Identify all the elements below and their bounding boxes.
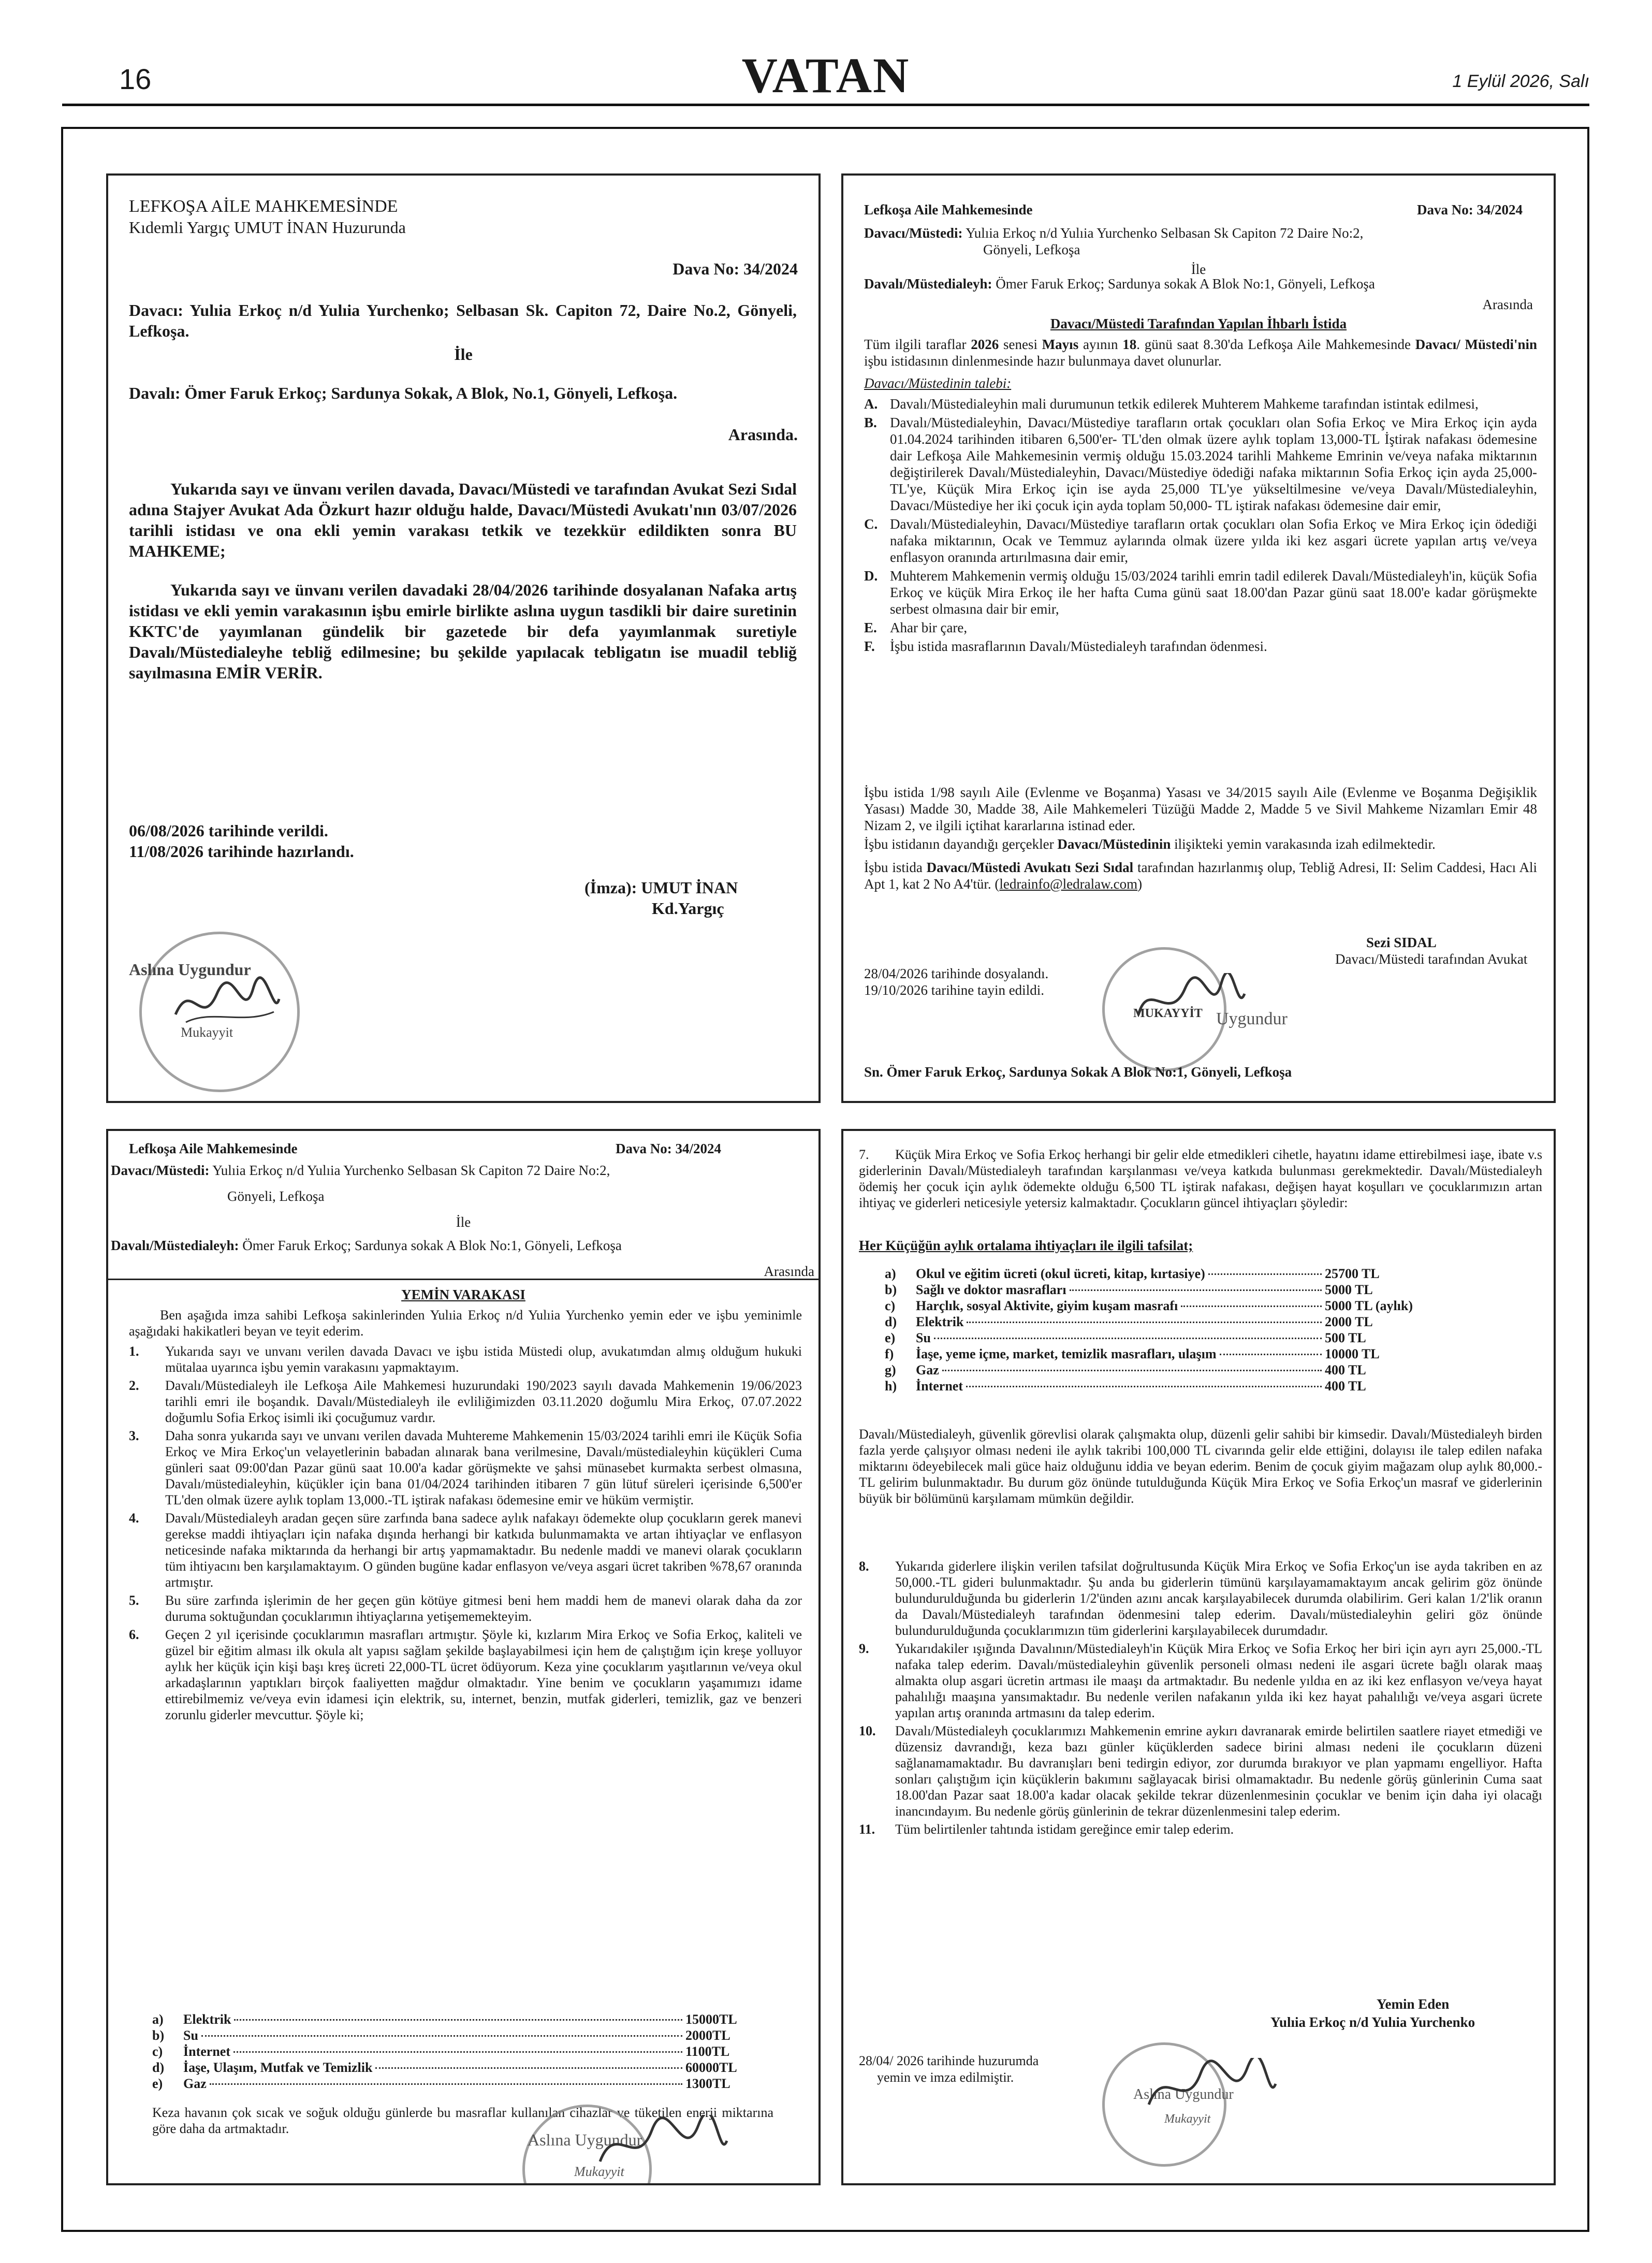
list-item-marker: 10.	[859, 1723, 876, 1738]
ile-label: İle	[456, 1214, 471, 1230]
leader-dots	[1181, 1305, 1322, 1307]
list-item-text: Tüm belirtilenler tahtında istidam gereğince emir talep ederim.	[895, 1822, 1234, 1837]
email-link[interactable]: ledrainfo@ledralaw.com	[999, 876, 1138, 892]
needs-title: Her Küçüğün aylık ortalama ihtiyaçları ile ilgili tafsilat;	[859, 1238, 1193, 1253]
expense-value: 60000TL	[685, 2060, 737, 2075]
stamp-label: Uygundur	[1216, 1009, 1288, 1028]
expense-name: Gaz	[916, 1362, 939, 1377]
list-item-marker: 5.	[129, 1593, 139, 1608]
expense-row	[885, 1346, 1418, 1362]
expense-marker: d)	[885, 1314, 897, 1329]
plaintiff-city: Gönyeli, Lefkoşa	[983, 242, 1080, 257]
sworn-date: 28/04/ 2026 tarihinde huzurumda	[859, 2053, 1039, 2068]
leader-dots	[1220, 1354, 1322, 1355]
list-item-text: Daha sonra yukarıda sayı ve unvanı verilen davada Muhtereme Mahkemenin 15/03/2024 tarihli emri ile Küçük Sofia Erkoç ve Mira Erkoç'un velayetlerinin babadan alınarak bana verilmesine, Davalı/müstedialeyhin küçükleri Cuma günleri saat 09:00'dan Pazar günü saat 10.00'a kadar görüşmekte ve şahsi münasebet kurmakta serbest olmasına, Davalı/müstedialeyhin, küçükler için bana 01/04/2024 tarihinden itibaren 7 gün lütuf süreleri içerisinde 6,500'er TL'den olmak üzere aylık toplam 13,000.-TL iştirak nafakası ödemesine emir ve hüküm vermiştir.	[165, 1428, 802, 1507]
list-item	[129, 1428, 802, 1508]
court-name: Lefkoşa Aile Mahkemesinde	[129, 1141, 298, 1156]
expense-marker: e)	[152, 2076, 163, 2091]
request-list	[864, 396, 1537, 657]
list-item-text: Davalı/Müstedialeyhin mali durumunun tetkik edilerek Muhterem Mahkeme tarafından istintak edilmesi,	[890, 396, 1479, 412]
expense-marker: f)	[885, 1346, 894, 1361]
stamp-label: Aslına Uygundur	[1133, 2086, 1234, 2102]
leader-dots	[233, 2051, 682, 2053]
expense-name: İaşe, Ulaşım, Mutfak ve Temizlik	[183, 2060, 373, 2075]
list-item-marker: A.	[864, 396, 878, 412]
list-item-text: Yukarıda giderlere ilişkin verilen tafsilat doğrultusunda Küçük Mira Erkoç ve Sofia Erkoç'un ise ayda takriben en az 50,000.-TL gideri bulunmaktadır. Şu anda bu giderlerin tümünü karşılayamamaktayım ancak gelirim göz önünde bulundurulduğunda bu giderlerin 1/2'ünden azını ancak karşılayabilecek durumda olabilirim. Geri kalan 1/2'lik oranın da Davalı/Müstedialeyh tarafından ödenmesini talep ederim. Davalı/müstedialeyhin geliri göz önünde bulundurulduğunda çocuklarımızın tüm giderlerini karşılayabilecek durumdadır.	[895, 1559, 1542, 1638]
stamp-label: Aslına Uygundur	[129, 960, 251, 979]
list-item-text: Bu süre zarfında işlerimin de her geçen gün kötüye gitmesi beni hem maddi hem de manevi olarak daha da zor duruma soktuğundan çocuklarımın ihtiyaçlarına yetişememekteyim.	[165, 1593, 802, 1624]
expense-row	[885, 1362, 1418, 1378]
expense-marker: a)	[885, 1266, 896, 1281]
expense-row	[152, 2027, 742, 2043]
expense-marker: c)	[152, 2044, 163, 2059]
judge-name: Kıdemli Yargıç UMUT İNAN Huzurunda	[129, 218, 406, 237]
leader-dots	[967, 1322, 1322, 1323]
list-item-marker: F.	[864, 639, 875, 654]
date-prepared: 11/08/2026 tarihinde hazırlandı.	[129, 842, 354, 861]
case-number: Dava No: 34/2024	[1417, 202, 1523, 217]
stamp-sub-label: MUKAYYİT	[1133, 1007, 1203, 1020]
leader-dots	[1070, 1289, 1322, 1291]
affidavit-list	[129, 1343, 802, 1725]
affidavit-intro: Ben aşağıda imza sahibi Lefkoşa sakinlerinden Yulıia Erkoç n/d Yulıia Yurchenko yemin eder ve işbu yeminimle aşağıdaki hakikatleri beyan ve teyit ederim.	[129, 1308, 802, 1339]
ile-label: İle	[454, 345, 473, 364]
expense-row	[885, 1282, 1418, 1298]
list-item-marker: D.	[864, 568, 878, 584]
expense-marker: b)	[885, 1282, 897, 1297]
stamp-sub-label: Mukayyit	[574, 2164, 624, 2179]
list-item	[129, 1627, 802, 1723]
set-date: 19/10/2026 tarihine tayin edildi.	[864, 982, 1044, 998]
order-paragraph-2: Yukarıda sayı ve ünvanı verilen davadaki 28/04/2026 tarihinde dosyalanan Nafaka artış istidası ve ekli yemin varakasının işbu emirle birlikte aslına uygun tasdikli bir daire suretinin KKTC'de yayımlanan gündelik bir gazetede bir defa yayımlanmak suretiyle Davalı/Müstedialeyhe tebliğ edilmesine; bu şekilde yapılacak tebligatın ise muadil tebliğ sayılmasına EMİR VERİR.	[129, 581, 797, 682]
list-item	[864, 414, 1537, 514]
case-number: Dava No: 34/2024	[616, 1141, 721, 1156]
list-item	[864, 396, 1537, 412]
expense-value: 2000TL	[685, 2028, 730, 2043]
list-item-text: Ahar bir çare,	[890, 620, 968, 635]
expense-row	[885, 1266, 1418, 1282]
list-item-marker: 8.	[859, 1559, 869, 1574]
expense-value: 400 TL	[1325, 1379, 1366, 1394]
arasinda-label: Arasında	[764, 1264, 814, 1279]
expense-marker: d)	[152, 2060, 165, 2075]
petition-document	[841, 173, 1556, 1103]
date-given: 06/08/2026 tarihinde verildi.	[129, 821, 328, 840]
leader-dots	[966, 1386, 1322, 1387]
issue-date: 1 Eylül 2026, Salı	[1452, 71, 1589, 91]
list-item	[129, 1343, 802, 1375]
divider	[108, 1279, 821, 1280]
list-item-text: Davalı/Müstedialeyh aradan geçen süre zarfında bana sadece aylık nafakayı ödemekte olup çocukların gerek manevi gerekse maddi ihtiyaçları için nafaka dışında herhangi bir katkıda bulunmamakta ve artan ihtiyaçlar ve enflasyon neticesinde nafaka miktarında da herhangi bir artış yapmamaktadır. Bu nedenle maddi ve manevi olarak çocukların tüm ihtiyacını ben karşılamaktayım. O günden bugüne kadar enflasyon ve/veya asgari ücret takriben %78,67 oranında artmıştır.	[165, 1511, 802, 1590]
list-item-text: Davalı/Müstedialeyh ile Lefkoşa Aile Mahkemesi huzurundaki 190/2023 sayılı davada Mahkemenin 19/06/2023 tarihli emri ile boşandık. Davalı/Müstedialeyh ile evliliğimizden 03.11.2020 doğumlu Mira Erkoç, 07.07.2022 doğumlu Sofia Erkoç isimli iki çocuğumuz vardır.	[165, 1378, 802, 1425]
signature-title: Kd.Yargıç	[652, 899, 724, 918]
affidavit-item-7: 7. Küçük Mira Erkoç ve Sofia Erkoç herhangi bir gelir elde etmedikleri cihetle, hayatını idame ettirebilmesi iaşe, ibate v.s giderlerinin Davalı/Müstedialeyh tarafından karşılanması ve/veya katkıda bulunması gerekmektedir. Davalı/Müstedialeyh ödemiş her çocuk için aylık ödemekte olduğu 6,500 TL iştirak nafakası, değişen hayat koşulları ve çocuklarımızın artan ihtiyaç ve giderleri neticesiyle yetersiz kalmaktadır. Çocukların güncel ihtiyaçları şöyledir:	[859, 1147, 1542, 1210]
affidavit-continued-document	[841, 1129, 1556, 2185]
list-item-marker: E.	[864, 620, 877, 635]
list-item	[864, 638, 1537, 655]
list-item-marker: 9.	[859, 1641, 869, 1656]
sworn-note: yemin ve imza edilmiştir.	[877, 2070, 1014, 2085]
list-item-marker: 4.	[129, 1511, 139, 1526]
affidavit-document	[106, 1129, 821, 2185]
list-item	[859, 1558, 1542, 1638]
expense-name: Elektrik	[183, 2012, 231, 2027]
income-paragraph: Davalı/Müstedialeyh, güvenlik görevlisi olarak çalışmakta olup, düzenli gelir sahibi bir kimsedir. Davalı/Müstedialeyh birden fazla yerde çalışıyor olması nedeni ile aylık takribi 100,000 TL civarında gelir elde ettiğini, dolayısı ile talep edilen nafaka miktarını ödeyebilecek mali güce haiz olduğunu iddia ve beyan ederim. Benim de çocuk giyim mağazam olup aylık 80,000.-TL gelirim bulunmaktadır. Bu durum göz önünde tutulduğunda Küçük Mira Erkoç ve Sofia Erkoç'un masraf ve giderlerinin büyük bir bölümünü karşılamam mümkün değildir.	[859, 1427, 1542, 1506]
leader-dots	[942, 1370, 1322, 1371]
case-number: Dava No: 34/2024	[673, 259, 798, 278]
expense-row	[152, 2076, 742, 2092]
expense-value: 5000 TL (aylık)	[1325, 1298, 1413, 1313]
expense-value: 2000 TL	[1325, 1314, 1373, 1329]
signature-line: (İmza): UMUT İNAN	[584, 878, 738, 897]
expense-value: 25700 TL	[1325, 1266, 1380, 1281]
arasinda-label: Arasında.	[728, 425, 798, 444]
defendant: Ömer Faruk Erkoç; Sardunya sokak A Blok No:1, Gönyeli, Lefkoşa	[996, 276, 1375, 292]
order-paragraph-1: Yukarıda sayı ve ünvanı verilen davada, Davacı/Müstedi ve tarafından Avukat Sezi Sıdal adına Stajyer Avukat Ada Özkurt hazır olduğu halde, Davacı/Müstedi Avukatı'nın 03/07/2026 tarihli istidası ve ona ekli yemin varakası tetkik ve tezekkür edildikten sonra BU MAHKEME;	[129, 480, 797, 560]
list-item-text: İşbu istida masraflarının Davalı/Müstedialeyh tarafından ödenmesi.	[890, 639, 1267, 654]
expense-row	[885, 1330, 1418, 1346]
lawyer-role: Davacı/Müstedi tarafından Avukat	[1335, 951, 1528, 967]
header-rule	[62, 104, 1589, 106]
expense-list	[152, 2011, 742, 2092]
list-item	[129, 1592, 802, 1624]
expense-marker: e)	[885, 1330, 896, 1345]
leader-dots	[375, 2067, 682, 2069]
leader-dots	[934, 1338, 1322, 1339]
court-name: Lefkoşa Aile Mahkemesinde	[864, 202, 1033, 217]
list-item-text: Yukarıda sayı ve unvanı verilen davada Davacı ve işbu istida Müstedi olup, avukatımdan almış olduğum hukuki mütalaa uyarınca işbu yemin varakasını yapmaktayım.	[165, 1344, 802, 1375]
list-item-marker: 2.	[129, 1378, 139, 1393]
expense-value: 400 TL	[1325, 1362, 1366, 1377]
list-item-marker: 3.	[129, 1428, 139, 1443]
signature-icon	[170, 973, 284, 1035]
expense-name: İaşe, yeme içme, market, temizlik masrafları, ulaşım	[916, 1346, 1217, 1361]
list-item	[129, 1510, 802, 1590]
hearing-invitation: Tüm ilgili taraflar 2026 senesi Mayıs ayının 18. günü saat 8.30'da Lefkoşa Aile Mahkemesinde Davacı/ Müstedi'nin işbu istidasının dinlenmesinde hazır bulunmaya davet olunurlar.	[864, 337, 1537, 369]
expense-name: İnternet	[916, 1379, 963, 1394]
list-item-marker: B.	[864, 415, 877, 430]
deponent-name: Yulıia Erkoç n/d Yulıia Yurchenko	[1270, 2014, 1475, 2030]
expense-row	[152, 2059, 742, 2076]
plaintiff-label: Davacı/Müstedi:	[864, 225, 963, 241]
expense-row	[152, 2043, 742, 2059]
expense-marker: g)	[885, 1362, 896, 1377]
newspaper-header	[62, 48, 1589, 109]
list-item-marker: 6.	[129, 1627, 139, 1642]
ile-label: İle	[1191, 262, 1206, 277]
signature-icon	[595, 2115, 729, 2177]
lawyer-name: Sezi SIDAL	[1366, 935, 1437, 950]
affidavit-note: Keza havanın çok sıcak ve soğuk olduğu günlerde bu masraflar kullanılan cihazlar ve tüketilen enerji miktarına göre daha da artmaktadır.	[152, 2105, 773, 2136]
list-item	[859, 1821, 1542, 1837]
stamp-sub-label: Mukayyit	[181, 1025, 233, 1040]
expense-row	[885, 1314, 1418, 1330]
expense-value: 15000TL	[685, 2012, 737, 2027]
expense-name: Sağlı ve doktor masrafları	[916, 1282, 1066, 1297]
list-item-text: Muhterem Mahkemenin vermiş olduğu 15/03/2024 tarihli emrin tadil edilerek Davalı/Müstedialeyh'in, küçük Sofia Erkoç ve küçük Mira Erkoç ile her hafta Cuma günü saat 18.00'dan Pazar günü saat 18.00'e kadar görüşmekte serbest olmasına dair bir emir,	[890, 568, 1537, 617]
expense-value: 500 TL	[1325, 1330, 1366, 1345]
defendant-label: Davalı/Müstedialeyh:	[864, 276, 992, 292]
list-item	[864, 619, 1537, 636]
expense-name: Okul ve eğitim ücreti (okul ücreti, kitap, kırtasiye)	[916, 1266, 1205, 1281]
legal-basis: İşbu istida 1/98 sayılı Aile (Evlenme ve Boşanma) Yasası ve 34/2015 sayılı Aile (Evlenme ve Boşanma Değişiklik Yasası) Madde 30, Madde 38, Aile Mahkemeleri Tüzüğü Madde 2, Madde 5 ve Sivil Mahkeme Nizamları Emir 48 Nizam 2, ve ilgili içtihat kararlarına istinad eder.	[864, 785, 1537, 833]
expense-row	[885, 1298, 1418, 1314]
filed-date: 28/04/2026 tarihinde dosyalandı.	[864, 966, 1049, 981]
expense-value: 1300TL	[685, 2076, 730, 2091]
affidavit-list-continued	[859, 1558, 1542, 1839]
stamp-label: Aslına Uygundur	[528, 2130, 642, 2149]
request-heading: Davacı/Müstedinin talebi:	[864, 375, 1012, 391]
expense-marker: a)	[152, 2012, 164, 2027]
list-item	[859, 1723, 1542, 1819]
list-item-text: Geçen 2 yıl içerisinde çocuklarımın masrafları artmıştır. Şöyle ki, kızlarım Mira Erkoç ve Sofia Erkoç, kaliteli ve güzel bir eğitim alması ilk okula alt yapısı sağlam şekilde başlayabilmesi için hem de çalıştığım için kreşe yolluyor aylık her küçük için kişi başı kreş ücreti 22,000-TL ücret ödüyorum. Keza yine çocuklarım yaşıtlarının ve/veya okul arkadaşlarının yaptıkları birçok faaliyetten mağdur olmaktadır. Yine benim ve çocukların yaşamımızı idame ettirebilmemiz ve/veya evin idamesi için elektrik, su, internet, benzin, mutfak giderleri, temizlik, gaz ve benzeri zorunlu giderler mevcuttur. Şöyle ki;	[165, 1627, 802, 1722]
signature-icon	[1133, 973, 1247, 1030]
expense-value: 5000 TL	[1325, 1282, 1373, 1297]
plaintiff: Yulıia Erkoç n/d Yulıia Yurchenko Selbasan Sk Capiton 72 Daire No:2,	[966, 225, 1364, 241]
defendant: Ömer Faruk Erkoç; Sardunya sokak A Blok No:1, Gönyeli, Lefkoşa	[242, 1238, 622, 1253]
expense-row	[885, 1378, 1418, 1394]
expense-name: Harçlık, sosyal Aktivite, giyim kuşam masrafı	[916, 1298, 1178, 1313]
expense-marker: h)	[885, 1379, 897, 1394]
plaintiff-city: Gönyeli, Lefkoşa	[227, 1188, 325, 1204]
expense-name: İnternet	[183, 2044, 230, 2059]
needs-list	[885, 1266, 1418, 1394]
court-name: LEFKOŞA AİLE MAHKEMESİNDE	[129, 197, 398, 216]
list-item-text: Davalı/Müstedialeyhin, Davacı/Müstediye tarafların ortak çocukları olan Sofia Erkoç ve Mira Erkoç için ödediği nafaka miktarının, Ocak ve Temmuz aylarında olmak üzere yılda iki kez asgari ücrete yapılan artış ve/veya enflasyon oranında artırılmasına dair emir,	[890, 516, 1537, 565]
list-item-marker: C.	[864, 516, 878, 532]
plaintiff: Davacı: Yulıia Erkoç n/d Yulıia Yurchenko; Selbasan Sk. Capiton 72, Daire No.2, Gönyeli, Lefkoşa.	[129, 301, 797, 340]
leader-dots	[210, 2083, 682, 2085]
expense-name: Su	[916, 1330, 931, 1345]
leader-dots	[201, 2035, 682, 2037]
list-item-text: Davalı/Müstedialeyhin, Davacı/Müstediye tarafların ortak çocukları olan Sofia Erkoç ve Mira Erkoç için ayda 01.04.2024 tarihinden itibaren 6,500'er- TL'den olmak üzere aylık toplam 13,000-TL İştirak nafakası ödemesine dair Lefkoşa Aile Mahkemesinin vermiş olduğu 15.03.2024 tarihli Mahkeme Emrinin ve/veya nafaka miktarının değiştirilerek Davalı/Müstedialeyhin, Davacı/Müstediye ödediği nafaka miktarının Sofia Erkoç için ayda 25,000- TL'ye, Küçük Mira Erkoç için ise ayda 25,000 TL'ye yükseltilmesine ve/veya Davalı/Müstedialeyhin, Davacı/Müstediye her iki çocuk için ayda toplam 50,000- TL iştirak nafakası ödemesine dair emir,	[890, 415, 1537, 513]
list-item-marker: 1.	[129, 1344, 139, 1359]
stamp-sub-label: Mukayyit	[1164, 2112, 1211, 2126]
court-order-document	[106, 173, 821, 1103]
prepared-by: İşbu istida Davacı/Müstedi Avukatı Sezi Sıdal tarafından hazırlanmış olup, Tebliğ Adresi, II: Selim Caddesi, Hacı Ali Apt 1, kat 2 No A4'tür. (ledrainfo@ledralaw.com)	[864, 860, 1538, 892]
list-item	[859, 1641, 1542, 1721]
expense-row	[152, 2011, 742, 2027]
plaintiff-label: Davacı/Müstedi:	[111, 1163, 210, 1178]
plaintiff: Yulıia Erkoç n/d Yulıia Yurchenko Selbasan Sk Capiton 72 Daire No:2,	[212, 1163, 610, 1178]
expense-marker: b)	[152, 2028, 165, 2043]
recipient-address: Sn. Ömer Faruk Erkoç, Sardunya Sokak A Blok No:1, Gönyeli, Lefkoşa	[864, 1064, 1292, 1080]
expense-name: Gaz	[183, 2076, 207, 2091]
defendant-label: Davalı/Müstedialeyh:	[111, 1238, 239, 1253]
expense-value: 10000 TL	[1325, 1346, 1380, 1361]
list-item-marker: 11.	[859, 1822, 875, 1837]
expense-value: 1100TL	[685, 2044, 730, 2059]
page-number: 16	[119, 63, 152, 95]
list-item	[129, 1377, 802, 1426]
arasinda-label: Arasında	[1482, 297, 1533, 312]
expense-name: Elektrik	[916, 1314, 964, 1329]
signature-icon	[1144, 2058, 1278, 2120]
facts-statement: İşbu istidanın dayandığı gerçekler Davacı/Müstedinin ilişikteki yemin varakasında izah edilmektedir.	[864, 836, 1436, 852]
leader-dots	[234, 2019, 682, 2021]
expense-marker: c)	[885, 1298, 896, 1313]
masthead: VATAN	[741, 48, 910, 103]
leader-dots	[1208, 1273, 1322, 1275]
expense-name: Su	[183, 2028, 198, 2043]
petition-title: Davacı/Müstedi Tarafından Yapılan İhbarlı İstida	[1050, 316, 1347, 331]
affidavit-title: YEMİN VARAKASI	[401, 1287, 525, 1302]
list-item	[864, 568, 1537, 617]
list-item-text: Davalı/Müstedialeyh çocuklarımızı Mahkemenin emrine aykırı davranarak emirde belirtilen saatlere riayet etmediği ve düzensiz davrandığı, keza bazı günler küçüklerden sadece birini alması nedeni ile çocukların düzeni sağlanamamaktadır. Bu davranışları beni tedirgin ediyor, zor durumda bırakıyor ve plan yapmamı engelliyor. Hafta sonları çalıştığım için küçüklerin bakımını sağlayacak birisi olmamaktadır. Bu nedenle görüş günlerinin Cuma saat 18.00'dan Pazar saat 18.00'a kadar olacak şekilde tekrar düzenlenmesinin çocuklar ve benim için daha iyi olacağı inancındayım. Bu nedenle görüş günlerinin de tekrar düzenlenmesini talep ederim.	[895, 1723, 1542, 1819]
defendant: Davalı: Ömer Faruk Erkoç; Sardunya Sokak, A Blok, No.1, Gönyeli, Lefkoşa.	[129, 384, 678, 402]
list-item	[864, 516, 1537, 565]
deponent-label: Yemin Eden	[1377, 1996, 1450, 2012]
list-item-text: Yukarıdakiler ışığında Davalının/Müstedialeyh'in Küçük Mira Erkoç ve Sofia Erkoç her biri için ayrı ayrı 25,000.-TL nafaka talep ederim. Davalı/müstedialeyhin güvenlik personeli olması nedeni ile asgari ücrete bağlı olarak maaş almakta olup asgari ücretin artması ile maaşı da artmaktadır. Bu nedenle yıldıa en az iki kez enflasyon ve/veya hayat pahalılığı maaşına yansımaktadır. Bu nedenle verilen nafakanın yılda iki kez hayat pahalılığı ve/veya asgari ücrete yapılan artış oranında artmasını da talep ederim.	[895, 1641, 1542, 1720]
